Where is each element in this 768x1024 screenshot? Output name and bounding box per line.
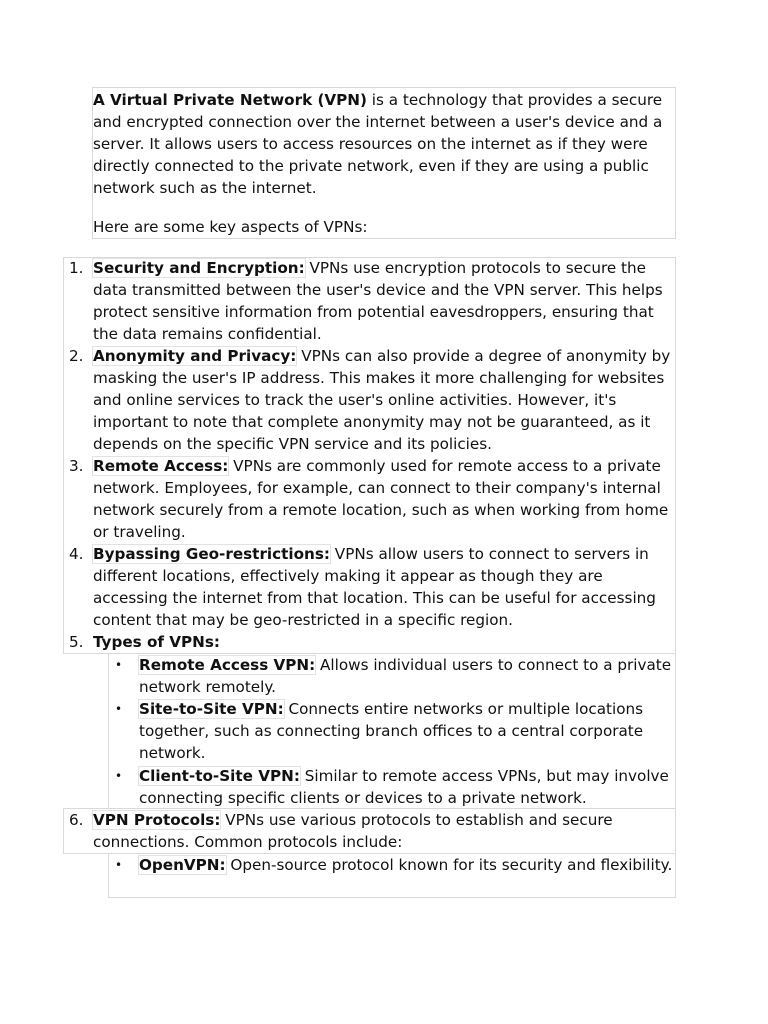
list-item-text: VPNs use encryption protocols to secure the data transmitted between the user's device and the VPN server. This helps protect sensitive information from potential eavesdroppers, ensuring that the data remains confidential.: [93, 259, 663, 343]
list-item-anonymity: [93, 345, 673, 455]
protocol-title: OpenVPN:: [139, 856, 226, 874]
bullet-icon: •: [115, 702, 123, 716]
vpn-type-title: Client-to-Site VPN:: [139, 767, 300, 785]
list-item-security: [93, 257, 673, 345]
list-item-title: Types of VPNs:: [93, 633, 220, 651]
intro-term: A Virtual Private Network (VPN): [93, 91, 367, 109]
list-item-geo-restrictions: [93, 543, 673, 631]
vpn-type-text: Connects entire networks or multiple locations together, such as connecting branch offices to a central corporate network.: [139, 700, 644, 762]
list-number-5: 5.: [69, 633, 84, 651]
list-item-text: VPNs can also provide a degree of anonymity by masking the user's IP address. This makes it more challenging for websites and online services to track the user's online activities. However, it's important to note that complete anonymity may not be guaranteed, as it depends on the specific VPN service and its policies.: [93, 347, 671, 453]
list-number-3: 3.: [69, 457, 84, 475]
bullet-icon: •: [115, 858, 123, 872]
bullet-icon: •: [115, 769, 123, 783]
list-number-1: 1.: [69, 259, 84, 277]
list-item-title: Bypassing Geo-restrictions:: [93, 545, 330, 563]
bullet-icon: •: [115, 658, 123, 672]
list-item-title: Security and Encryption:: [93, 259, 305, 277]
protocol-openvpn: [139, 854, 673, 876]
list-number-4: 4.: [69, 545, 84, 563]
list-item-text: VPNs use various protocols to establish and secure connections. Common protocols include:: [93, 811, 613, 851]
vpn-type-title: Remote Access VPN:: [139, 656, 316, 674]
list-item-title: Remote Access:: [93, 457, 229, 475]
list-item-text: VPNs are commonly used for remote access to a private network. Employees, for example, can connect to their company's internal network securely from a remote location, such as when working from home or traveling.: [93, 457, 669, 541]
list-item-types: [93, 631, 673, 653]
intro-paragraph: [93, 89, 673, 199]
list-number-6: 6.: [69, 811, 84, 829]
vpn-type-remote-access: [139, 654, 673, 698]
protocol-text: Open-source protocol known for its security and flexibility.: [225, 856, 673, 874]
list-item-remote-access: [93, 455, 673, 543]
list-item-protocols: [93, 809, 673, 853]
intro-text: is a technology that provides a secure and encrypted connection over the internet between a user's device and a server. It allows users to access resources on the internet as if they were directly connected to the private network, even if they are using a public network such as the internet.: [93, 91, 663, 197]
vpn-type-site-to-site: [139, 698, 673, 764]
list-number-2: 2.: [69, 347, 84, 365]
list-item-title: Anonymity and Privacy:: [93, 347, 297, 365]
intro-lead: Here are some key aspects of VPNs:: [93, 218, 368, 236]
vpn-type-title: Site-to-Site VPN:: [139, 700, 284, 718]
vpn-type-client-to-site: [139, 765, 673, 809]
vpn-type-text: Allows individual users to connect to a private network remotely.: [139, 656, 672, 696]
vpn-type-text: Similar to remote access VPNs, but may involve connecting specific clients or devices to a private network.: [139, 767, 669, 807]
list-item-text: VPNs allow users to connect to servers in different locations, effectively making it appear as though they are accessing the internet from that location. This can be useful for accessing content that may be geo-restricted in a specific region.: [93, 545, 656, 629]
list-item-title: VPN Protocols:: [93, 811, 221, 829]
